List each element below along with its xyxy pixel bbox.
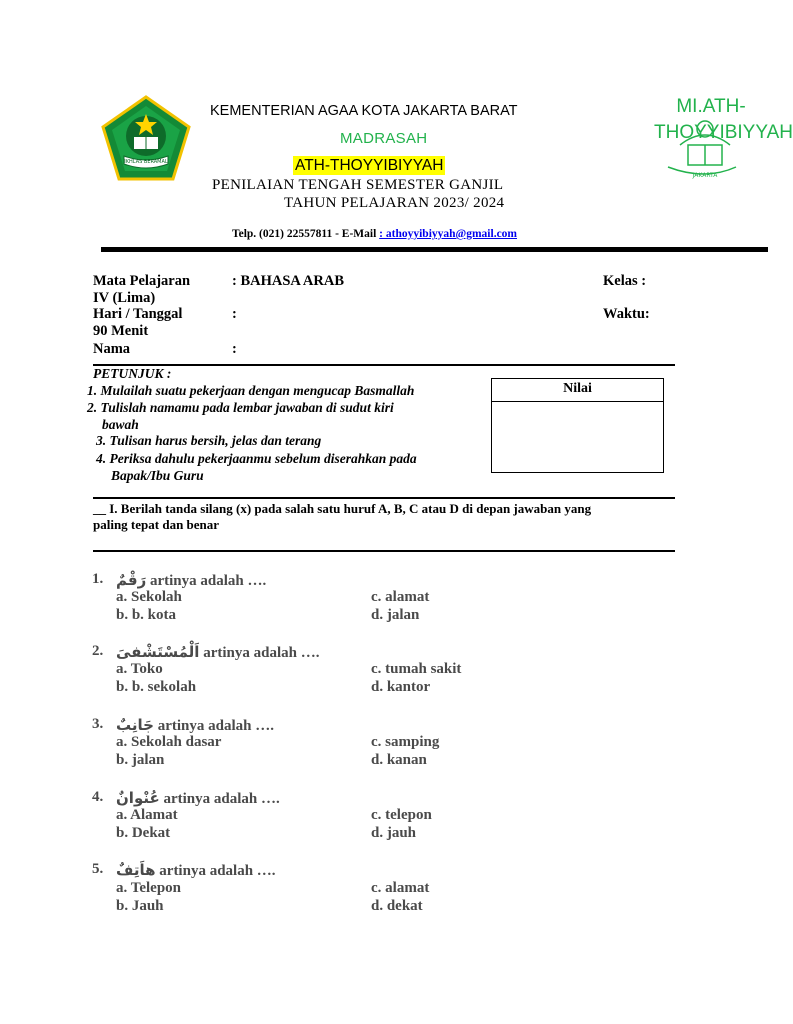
date-label: Hari / Tanggal (93, 306, 183, 322)
email-link[interactable]: : athoyyibiyyah@gmail.com (379, 228, 518, 240)
option-c[interactable]: c. alamat (371, 880, 430, 896)
section-divider-bottom (93, 550, 675, 552)
name-label: Nama (93, 341, 131, 357)
option-d[interactable]: d. kanan (371, 752, 427, 768)
question-text: artinya adalah …. (153, 718, 274, 734)
option-c[interactable]: c. alamat (371, 589, 430, 605)
section-instruction-cont: paling tepat dan benar (93, 517, 220, 532)
question-number: 4. (92, 789, 104, 805)
instruction-item: 2. Tulislah namamu pada lembar jawaban di sudut kiri (87, 400, 394, 415)
info-divider (93, 364, 675, 366)
school-name: ATH-THOYYIBIYYAH (295, 157, 444, 174)
exam-title: PENILAIAN TENGAH SEMESTER GANJIL (212, 177, 504, 193)
question-text: artinya adalah …. (155, 863, 276, 879)
section-divider-top (93, 497, 675, 499)
question-text: artinya adalah …. (199, 645, 320, 661)
question-number: 2. (92, 643, 104, 659)
question-stem (116, 716, 274, 735)
time-label: Waktu: (603, 306, 650, 322)
phone-text: Telp. (021) 22557811 - E-Mail (232, 228, 377, 240)
question-number: 3. (92, 716, 104, 732)
question-text: artinya adalah …. (146, 573, 267, 589)
option-b[interactable]: b. Dekat (116, 825, 171, 841)
arabic-word: اَلْمُسْتَشْفىَ (116, 643, 200, 661)
option-a[interactable]: a. Sekolah (116, 589, 182, 605)
time-value: 90 Menit (93, 323, 149, 339)
score-box (491, 378, 664, 473)
option-c[interactable]: c. telepon (371, 807, 432, 823)
header-divider (101, 247, 768, 252)
option-a[interactable]: a. Toko (116, 661, 163, 677)
option-c[interactable]: c. samping (371, 734, 440, 750)
question-number: 1. (92, 571, 104, 587)
name-value: : (232, 341, 237, 357)
option-a[interactable]: a. Alamat (116, 807, 178, 823)
option-b[interactable]: b. Jauh (116, 898, 164, 914)
instruction-item: 4. Periksa dahulu pekerjaanmu sebelum diserahkan pada (96, 451, 417, 466)
ministry-name: KEMENTERIAN AGAA KOTA JAKARTA BARAT (210, 103, 518, 119)
option-b[interactable]: b. b. sekolah (116, 679, 197, 695)
arabic-word: هاَتِفٌ (116, 861, 156, 879)
option-a[interactable]: a. Telepon (116, 880, 182, 896)
instruction-item: bawah (102, 417, 139, 432)
option-d[interactable]: d. jauh (371, 825, 417, 841)
class-label: Kelas : (603, 273, 647, 289)
option-b[interactable]: b. jalan (116, 752, 165, 768)
instructions-title: PETUNJUK : (93, 366, 172, 381)
question-stem (116, 789, 280, 808)
arabic-word: عُنْوانٌ (116, 789, 160, 807)
option-a[interactable]: a. Sekolah dasar (116, 734, 222, 750)
instruction-item: 3. Tulisan harus bersih, jelas dan terang (96, 433, 322, 448)
arabic-word: رَقْمٌ (116, 571, 147, 589)
score-box-label: Nilai (492, 379, 663, 402)
madrasah-label: MADRASAH (340, 130, 428, 147)
subject-label: Mata Pelajaran (93, 273, 191, 289)
academic-year: TAHUN PELAJARAN 2023/ 2024 (284, 195, 505, 211)
question-stem (116, 643, 319, 662)
instruction-item: 1. Mulailah suatu pekerjaan dengan mengucap Basmallah (87, 383, 415, 398)
option-d[interactable]: d. kantor (371, 679, 431, 695)
contact-line (232, 228, 517, 240)
subject-value: : BAHASA ARAB (232, 273, 344, 289)
option-c[interactable]: c. tumah sakit (371, 661, 462, 677)
question-stem (116, 571, 266, 590)
ministry-logo-icon (100, 94, 192, 182)
class-value: IV (Lima) (93, 290, 156, 306)
section-instruction: __ I. Berilah tanda silang (x) pada salah satu huruf A, B, C atau D di depan jawaban yang (93, 501, 592, 516)
date-value: : (232, 306, 237, 322)
logo-left-ribbon-text: IKHLAS BERAMAL (124, 159, 168, 165)
option-d[interactable]: d. jalan (371, 607, 420, 623)
question-number: 5. (92, 861, 104, 877)
question-text: artinya adalah …. (159, 791, 280, 807)
school-logo-text: MI.ATH-THOYYIBIYYAH (654, 96, 793, 143)
instruction-item: Bapak/Ibu Guru (111, 468, 204, 483)
option-b[interactable]: b. b. kota (116, 607, 177, 623)
arabic-word: جَانِبٌ (116, 716, 154, 734)
option-d[interactable]: d. dekat (371, 898, 423, 914)
question-stem (116, 861, 276, 880)
logo-right-ribbon-text: JAKARTA (692, 172, 718, 179)
